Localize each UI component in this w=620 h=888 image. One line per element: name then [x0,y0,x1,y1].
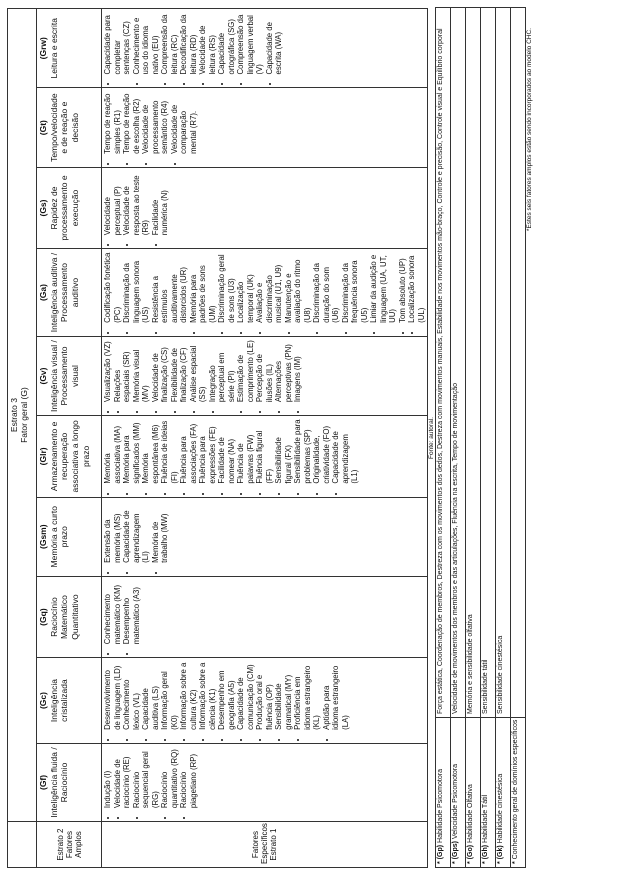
chc-model-table [7,8,613,868]
legend-factor [451,718,466,868]
legend-code: (Gk) [497,845,504,860]
specific-factor-item: • Sensibilidade para problemas (SP) [293,419,312,483]
specific-factor-item: • Indução (I) [103,747,113,808]
source-note: Fonte: autoral. [428,417,435,459]
legend-row [451,8,466,868]
specific-factor-item: • Velocidade de processamento semântico (R4) [141,92,170,154]
specific-factor-item: • Fluência para associações (FA) [179,419,198,483]
legend-description: Sensibilidade cinestésica [496,8,511,718]
specific-factor-item: • Análise espacial (SS) [189,340,208,402]
legend-description: Velocidade de movimentos dos membros e das articulações, Fluência na escrita, Tempo de movimentação [451,8,466,718]
specific-factor-item: • Memória de trabalho (MW) [151,501,170,563]
specific-factor-item: • Fluência de palavras (FW) [236,419,255,483]
specific-factor-item: • Compreensão da leitura (RC) [160,12,179,75]
specific-factor-item: • Conhecimento matemático (KM) [103,580,122,644]
broad-factors-side [37,822,102,868]
specific-factor-item: • Capacidade ortográfica (SG) [217,12,236,75]
factor-header-gv: (Gv) Inteligência visual / Processamento visual [37,336,102,415]
specific-factor-item: • Raciocínio sequencial geral (RG) [132,747,161,808]
legend-marker: * [437,861,444,864]
specific-factor-item: • Originalidade, criatividade (FO) [312,419,331,483]
specific-factor-item: • Informação sobre a ciência (K1) [198,661,217,730]
specific-factor-item: • Compreensão da linguagem verbal (V) [236,12,265,75]
specific-factor-item: • Raciocínio quantitativo (RQ) [160,747,179,808]
specific-factor-item: • Relações espaciais (SR) [113,340,132,402]
specific-factor-item: • Memória para significados (MM) [122,419,141,483]
specific-factor-item: • Produção oral e fluência (OP) [255,661,274,730]
factor-items-gf [102,743,428,821]
legend-name: Velocidade Psicomotora [452,763,459,840]
factor-header-gsm: (Gsm) Memória a curto prazo [37,497,102,576]
legend-factor [511,718,526,868]
legend-code: (Gh) [482,844,489,860]
legend-code: (Gps) [452,841,459,860]
specific-factor-item: • Codificação fonética (PC) [103,252,122,323]
legend-name: Habilidade Olfativa [467,784,474,843]
specific-factor-item: • Discriminação da duração do som (U6) [312,252,341,323]
factor-header-gc: (Gc) Inteligência cristalizada [37,658,102,744]
specific-factor-item: • Sensibilidade figural (FX) [274,419,293,483]
specific-factor-item: • Informação sobre a cultura (K2) [179,661,198,730]
specific-factor-item: • Fluência de ideias (FI) [160,419,179,483]
factor-items-gt [102,88,428,167]
legend-description: Força estática, Coordenação de membros, Destreza com os movimentos dos dedos, Destreza com movimentos manuais, Estabilidade nos movimentos mão-braço, Controle e precisão, Controle visual e Equilíbrio corporal [436,8,451,718]
factor-items-grw [102,9,428,89]
specific-factor-item: • Memória associativa (MA) [103,419,122,483]
specific-factor-item: • Proficiência em idioma estrangeiro (KL) [293,661,322,730]
specific-factor-item: • Desenvolvimento de linguagem (LD) [103,661,122,730]
legend-name: Habilidade Psicomotora [437,769,444,843]
legend-marker: * [452,861,459,864]
factor-header-gt: (Gt) Tempo/velocidade e de reação e decisão [37,88,102,167]
specific-factor-item: • Velocidade de comparação mental (R7). [170,92,199,154]
specific-factor-item: • Percepção de ilusões (IL) [255,340,274,402]
specific-factor-item: • Capacidade auditiva (LS) [141,661,160,730]
legend-marker: * [467,861,474,864]
specific-factor-item: • Alternações perceptivas (PN) [274,340,293,402]
stratum3-sublabel: Fator geral (G) [19,387,29,443]
factor-items-gs [102,167,428,248]
factor-header-grw: (Grw) Leitura e escrita [37,9,102,89]
specific-factor-item: • Tom absoluto (UP) [398,252,408,323]
specific-factor-item: • Visualização (VZ) [103,340,113,402]
specific-factor-item: • Flexibilidade de finalização (CF) [170,340,189,402]
legend-name: Habilidade Tátil [482,794,489,843]
specific-factor-item: • Discriminação da frequência sonora (U5) [341,252,370,323]
legend-table [435,7,526,868]
specific-factor-item: • Fluência figural (FF) [255,419,274,483]
legend-code: (Gp) [437,844,444,860]
legend-row [496,8,511,868]
specific-factor-item: • Capacidade de escrita (WA) [265,12,284,75]
specific-factor-item: • Tempo de reação de escolha (R2) [122,92,141,154]
specific-factor-item: • Limiar da audição e linguagem (UA, UT, UU) [369,252,398,323]
stratum3-row [8,9,37,868]
specific-factor-item: • Manutenção e avaliação do ritmo (U8) [284,252,313,323]
specific-factor-item: • Discriminação geral de sons (U3) [217,252,236,323]
factor-items-gsm [102,497,428,576]
specific-factor-item: • Velocidade de resposta ao teste (R9) [122,171,151,235]
factor-header-ga: (Ga) Inteligência auditiva / Processamento auditivo [37,249,102,337]
legend-marker: * [497,861,504,864]
specific-factor-item: • Velocidade perceptual (P) [103,171,122,235]
factor-header-glr: (Glr) Armazenamento e recuperação associativa a longo prazo [37,416,102,497]
legend-name: Conhecimento geral de domínios específicos [512,719,519,860]
specific-factor-item: • Localização temporal (UK) [236,252,255,323]
factor-header-gs: (Gs) Rapidez de processamento e execução [37,167,102,248]
broad-factors-label: Fatores Amplos [64,830,83,859]
legend-factor [436,718,451,868]
footer-note: *Estes seis fatores amplos estão sendo incorporados ao modelo CHC. [526,28,533,232]
chc-table [7,8,428,868]
legend-factor [481,718,496,868]
specific-factor-item: • Conhecimento léxico (VL) [122,661,141,730]
specific-factor-item: • Velocidade de finalização (CS) [151,340,170,402]
specific-factor-item: • Capacidade de comunicação (CM) [236,661,255,730]
stratum2-label: Estrato 2 [55,828,65,861]
stratum3-label: Estrato 3 [9,398,19,433]
specific-factor-item: • Extensão da memória (MS) [103,501,122,563]
specific-factor-item: • Informação geral (K0) [160,661,179,730]
legend-marker: * [482,861,489,864]
legend-name: Habilidade cinestésica [497,773,504,844]
specific-factor-item: • Sensibilidade gramatical (MY) [274,661,293,730]
factor-items-ga [102,249,428,337]
legend-factor [496,718,511,868]
specific-factor-item: • Fluência para expressões (FE) [198,419,217,483]
specific-factor-item: • Discriminação da linguagem sonora (US) [122,252,151,323]
specific-factor-item: • Desempenho matemático (A3) [122,580,141,644]
factor-header-gf: (Gf) Inteligência fluida / Raciocínio [37,743,102,821]
legend-description: Memória e sensibilidade olfativa [466,8,481,718]
legend-row [466,8,481,868]
broad-factors-row [37,9,102,868]
specific-factor-item: • Conhecimento e uso do idioma nativo (EU) [132,12,161,75]
specific-factor-item: • Decodificação da leitura (RD) [179,12,198,75]
specific-factor-item: • Velocidade de leitura (RS) [198,12,217,75]
specific-factor-item: • Estimação de comprimento (LE) [236,340,255,402]
legend-description [511,8,526,718]
specific-factor-item: • Tempo de reação simples (R1) [103,92,122,154]
legend-code: (Go) [467,844,474,860]
specific-factor-item: • Velocidade de raciocínio (RE) [113,747,132,808]
factor-items-gq [102,576,428,657]
factor-header-gq: (Gq) Raciocínio Matemático Quantitativo [37,576,102,657]
stratum1-label: Estrato 1 [269,828,278,861]
specific-factors-row [102,9,428,868]
specific-factor-item: • Memória para padrões de sons (UM) [189,252,218,323]
specific-factors-label: Fatores Específicos [251,823,269,864]
specific-factor-item: • Capacidade para completar sentenças (CZ) [103,12,132,75]
specific-factors-side [102,822,428,868]
legend-row [481,8,496,868]
specific-factor-item: • Resistência a estímulos auditivamente distorcidos (UR) [151,252,189,323]
legend-marker: * [512,861,519,864]
specific-factor-item: • Localização sonora (UL) [407,252,426,323]
legend-description: Sensibilidade tátil [481,8,496,718]
specific-factor-item: • Integração perceptual em série (PI) [208,340,237,402]
specific-factor-item: • Memória espontânea (M6) [141,419,160,483]
specific-factor-item: • Raciocínio piagetiano (RP) [179,747,198,808]
specific-factor-item: • Capacidade de aprendizagem (L1) [331,419,360,483]
specific-factor-item: • Avaliação e discriminação musical (U1, U9) [255,252,284,323]
stratum3-cell [8,9,37,822]
specific-factor-item: • Memória visual (MV) [132,340,151,402]
legend-row [511,8,526,868]
specific-factor-item: • Aptidão para idioma estrangeiro (LA) [322,661,351,730]
specific-factor-item: • Imagens (IM) [293,340,303,402]
factor-items-gv [102,336,428,415]
legend-row [436,8,451,868]
specific-factor-item: • Facilidade de nomear (NA) [217,419,236,483]
specific-factor-item: • Capacidade de aprendizagem (LI) [122,501,151,563]
factor-items-gc [102,658,428,744]
factor-items-glr [102,416,428,497]
specific-factor-item: • Facilidade numérica (N) [151,171,170,235]
legend-factor [466,718,481,868]
specific-factor-item: • Desempenho em geografia (A5) [217,661,236,730]
